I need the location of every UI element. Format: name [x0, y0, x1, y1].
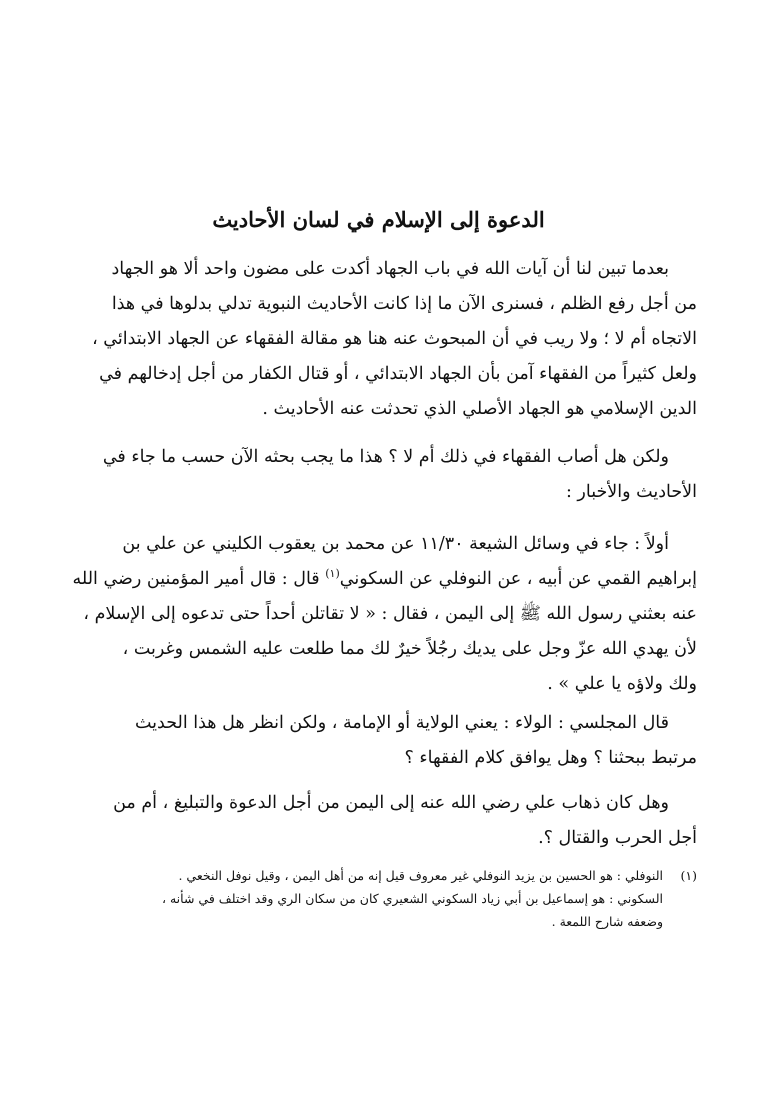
paragraph-line: الأحاديث والأخبار : — [565, 482, 697, 502]
footnote-text: النوفلي : هو الحسين بن يزيد النوفلي غير معروف قيل إنه من أهل اليمن ، وقيل نوفل النخعي . — [178, 868, 663, 883]
page-title: الدعوة إلى الإسلام في لسان الأحاديث — [212, 207, 545, 232]
footnote-line: وضعفه شارح اللمعة . — [551, 914, 663, 929]
paragraph-line: من أجل رفع الظلم ، فسنرى الآن ما إذا كانت الأحاديث النبوية تدلي بدلوها في هذا — [111, 294, 697, 314]
footnote-line — [62, 864, 697, 887]
paragraph-line: ولك ولاؤه يا علي » . — [547, 674, 697, 694]
paragraph-5 — [62, 786, 697, 856]
footnote-number: (١) — [680, 868, 697, 883]
paragraph-2 — [62, 440, 697, 510]
paragraph-line: لأن يهدي الله عزّ وجل على يديك رجُلاً خيرٌ لك مما طلعت عليه الشمس وغربت ، — [122, 639, 697, 659]
paragraph-3 — [62, 527, 697, 702]
paragraph-line: ولعل كثيراً من الفقهاء آمن بأن الجهاد الابتدائي ، أو قتال الكفار من أجل إدخالهم في — [99, 364, 697, 384]
paragraph-line-head: إبراهيم القمي عن أبيه ، عن النوفلي عن السكوني — [339, 569, 697, 589]
paragraph-line: الدين الإسلامي هو الجهاد الأصلي الذي تحدثت عنه الأحاديث . — [262, 399, 697, 419]
footnotes — [62, 864, 697, 933]
paragraph-line: أجل الحرب والقتال ؟. — [538, 828, 697, 848]
paragraph-line: ولكن هل أصاب الفقهاء في ذلك أم لا ؟ هذا ما يجب بحثه الآن حسب ما جاء في — [102, 447, 669, 467]
paragraph-line: وهل كان ذهاب علي رضي الله عنه إلى اليمن من أجل الدعوة والتبليغ ، أم من — [113, 793, 669, 813]
paragraph-1 — [62, 252, 697, 427]
paragraph-line: عنه بعثني رسول الله ﷺ إلى اليمن ، فقال : « لا تقاتلن أحداً حتى تدعوه إلى الإسلام ، — [83, 604, 697, 624]
footnote-line: السكوني : هو إسماعيل بن أبي زياد السكوني الشعيري كان من سكان الري وقد اختلف في شأنه ، — [161, 891, 663, 906]
paragraph-line: أولاً : جاء في وسائل الشيعة ١١/٣٠ عن محمد بن يعقوب الكليني عن علي بن — [122, 534, 669, 554]
paragraph-line: بعدما تبين لنا أن آيات الله في باب الجهاد أكدت على مضون واحد ألا هو الجهاد — [111, 259, 669, 279]
paragraph-4 — [62, 706, 697, 776]
paragraph-line: مرتبط ببحثنا ؟ وهل يوافق كلام الفقهاء ؟ — [404, 748, 697, 768]
footnote-reference[interactable]: (١) — [325, 567, 340, 581]
paragraph-line-tail: قال : قال أمير المؤمنين رضي الله — [72, 569, 320, 589]
paragraph-line: قال المجلسي : الولاء : يعني الولاية أو الإمامة ، ولكن انظر هل هذا الحديث — [134, 713, 669, 733]
paragraph-line — [62, 562, 697, 597]
paragraph-line: الاتجاه أم لا ؛ ولا ريب في أن المبحوث عنه هنا هو مقالة الفقهاء عن الجهاد الابتدائي ، — [92, 329, 697, 349]
